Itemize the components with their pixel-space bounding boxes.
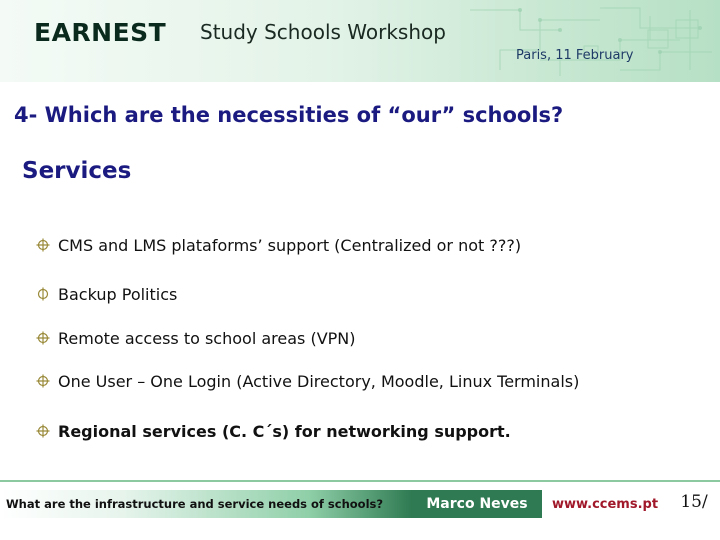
footer-question: What are the infrastructure and service needs of schools?	[6, 497, 384, 511]
bullet-cross-icon	[36, 424, 50, 438]
bullet-text: Backup Politics	[58, 284, 178, 304]
bullet-item	[36, 325, 356, 351]
footer-question-bar	[0, 490, 412, 518]
page-number-box	[668, 486, 720, 518]
bullet-cross-icon	[36, 374, 50, 388]
bullet-text: Regional services (C. C´s) for networking support.	[58, 421, 511, 441]
footer-author: Marco Neves	[426, 496, 528, 512]
workshop-subtitle: Study Schools Workshop	[200, 20, 446, 44]
bullet-item	[36, 418, 511, 444]
earnest-logo: EARNEST	[34, 18, 167, 47]
slide-header	[0, 0, 720, 82]
footer-url[interactable]: www.ccems.pt	[551, 496, 659, 512]
bullet-item	[36, 232, 521, 258]
slide-title: 4- Which are the necessities of “our” schools?	[14, 103, 564, 127]
bullet-item	[36, 281, 177, 307]
bullet-text: One User – One Login (Active Directory, Moodle, Linux Terminals)	[58, 371, 580, 391]
bullet-cross-icon	[36, 238, 50, 252]
bullet-cross-icon	[36, 287, 50, 301]
bullet-item	[36, 368, 579, 394]
bullet-cross-icon	[36, 331, 50, 345]
footer-author-box	[412, 490, 542, 518]
bullet-text: Remote access to school areas (VPN)	[58, 328, 356, 348]
page-number: 15/	[680, 492, 708, 512]
bullet-text: CMS and LMS plataforms’ support (Centralized or not ???)	[58, 235, 522, 255]
section-heading: Services	[22, 158, 132, 184]
footer-url-box	[542, 490, 668, 518]
footer-divider	[0, 480, 720, 482]
event-date: Paris, 11 February	[516, 48, 634, 63]
slide-footer	[0, 484, 720, 524]
